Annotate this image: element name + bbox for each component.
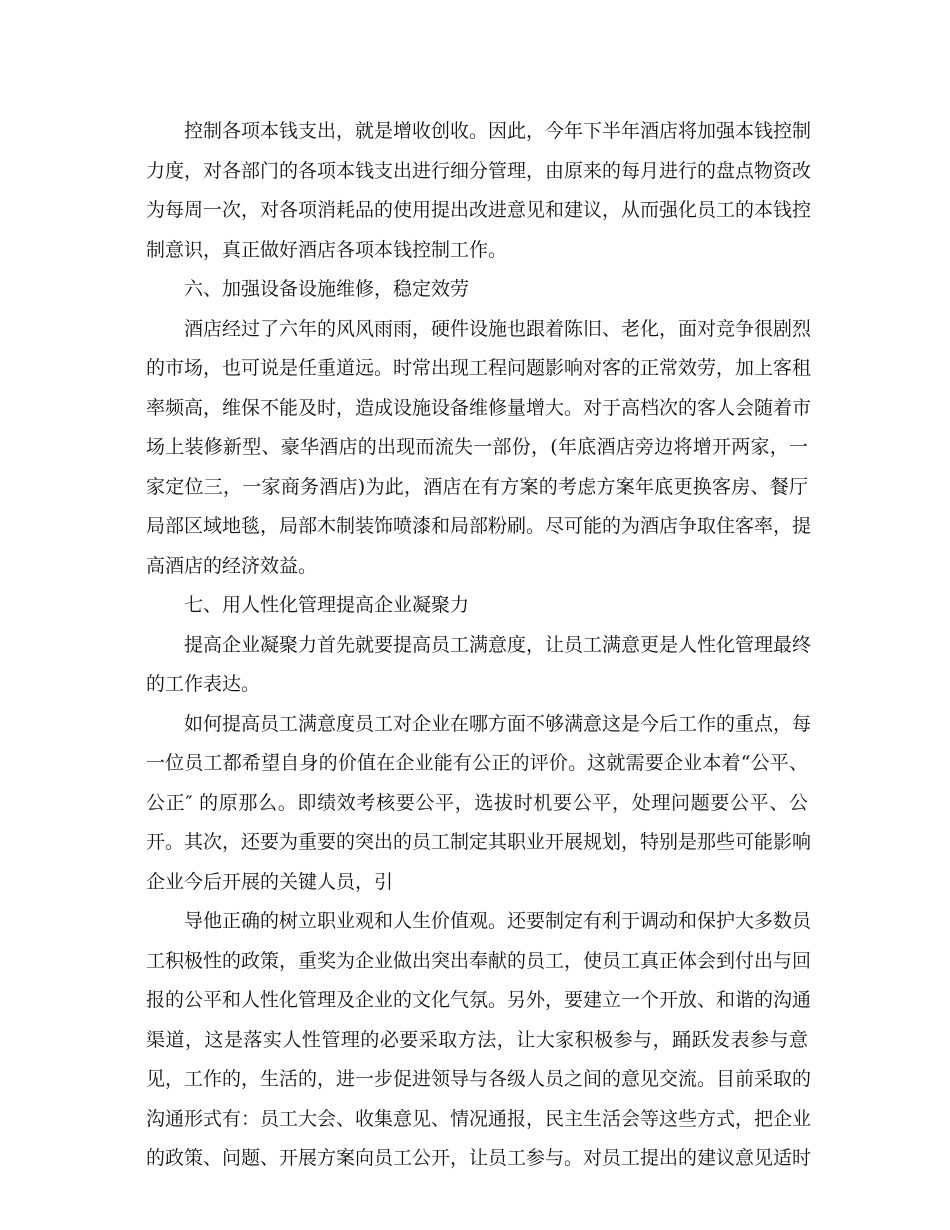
text-line: 报的公平和人性化管理及企业的文化气氛。另外，要建立一个开放、和谐的沟通 bbox=[146, 989, 812, 1011]
text-line: 高酒店的经济效益。 bbox=[146, 554, 318, 577]
text-line: 场上装修新型、豪华酒店的出现而流失一部份，(年底酒店旁边将增开两家，一 bbox=[146, 436, 808, 458]
text-line: 一位员工都希望自身的价值在企业能有公正的评价。这就需要企业本着“公平、 bbox=[146, 752, 808, 774]
text-line: 为每周一次，对各项消耗品的使用提出改进意见和建议，从而强化员工的本钱控 bbox=[146, 199, 812, 221]
text-line: 的政策、问题、开展方案向员工公开，让员工参与。对员工提出的建议意见适时 bbox=[146, 1147, 812, 1169]
text-line: 控制各项本钱支出，就是增收创收。因此，今年下半年酒店将加强本钱控制 bbox=[184, 120, 812, 142]
text-line: 工积极性的政策，重奖为企业做出突出奉献的员工，使员工真正体会到付出与回 bbox=[146, 949, 812, 972]
text-line: 率频高，维保不能及时，造成设施设备维修量增大。对于高档次的客人会随着市 bbox=[146, 396, 812, 419]
text-line: 导他正确的树立职业观和人生价值观。还要制定有利于调动和保护大多数员 bbox=[184, 910, 812, 932]
document-body bbox=[146, 112, 812, 1179]
text-line: 沟通形式有：员工大会、收集意见、情况通报，民主生活会等这些方式，把企业 bbox=[146, 1107, 812, 1130]
text-line: 的市场，也可说是任重道远。时常出现工程问题影响对客的正常效劳，加上客租 bbox=[146, 357, 812, 379]
text-line: 提高企业凝聚力首先就要提高员工满意度，让员工满意更是人性化管理最终 bbox=[184, 633, 812, 656]
text-line: 渠道，这是落实人性管理的必要采取方法，让大家积极参与，踊跃发表参与意 bbox=[146, 1028, 808, 1051]
text-line: 制意识，真正做好酒店各项本钱控制工作。 bbox=[146, 238, 508, 261]
text-line: 局部区域地毯，局部木制装饰喷漆和局部粉刷。尽可能的为酒店争取住客率，提 bbox=[146, 515, 812, 537]
text-line: 酒店经过了六年的风风雨雨，硬件设施也跟着陈旧、老化，面对竞争很剧烈 bbox=[184, 317, 812, 340]
text-line: 的工作表达。 bbox=[146, 673, 261, 695]
text-line: 企业今后开展的关键人员，引 bbox=[146, 870, 394, 893]
section-heading: 七、用人性化管理提高企业凝聚力 bbox=[184, 594, 470, 616]
text-line: 家定位三，一家商务酒店)为此，酒店在有方案的考虑方案年底更换客房、餐厅 bbox=[146, 475, 808, 498]
section-heading: 六、加强设备设施维修，稳定效劳 bbox=[184, 278, 470, 300]
text-line: 如何提高员工满意度员工对企业在哪方面不够满意这是今后工作的重点，每 bbox=[184, 712, 812, 735]
text-line: 公正″ 的原那么。即绩效考核要公平，选拔时机要公平，处理问题要公平、公 bbox=[146, 791, 808, 814]
text-line: 开。其次，还要为重要的突出的员工制定其职业开展规划，特别是那些可能影响 bbox=[146, 831, 812, 853]
text-line: 见，工作的，生活的，进一步促进领导与各级人员之间的意见交流。目前采取的 bbox=[146, 1068, 812, 1090]
text-line: 力度，对各部门的各项本钱支出进行细分管理，由原来的每月进行的盘点物资改 bbox=[146, 159, 812, 182]
